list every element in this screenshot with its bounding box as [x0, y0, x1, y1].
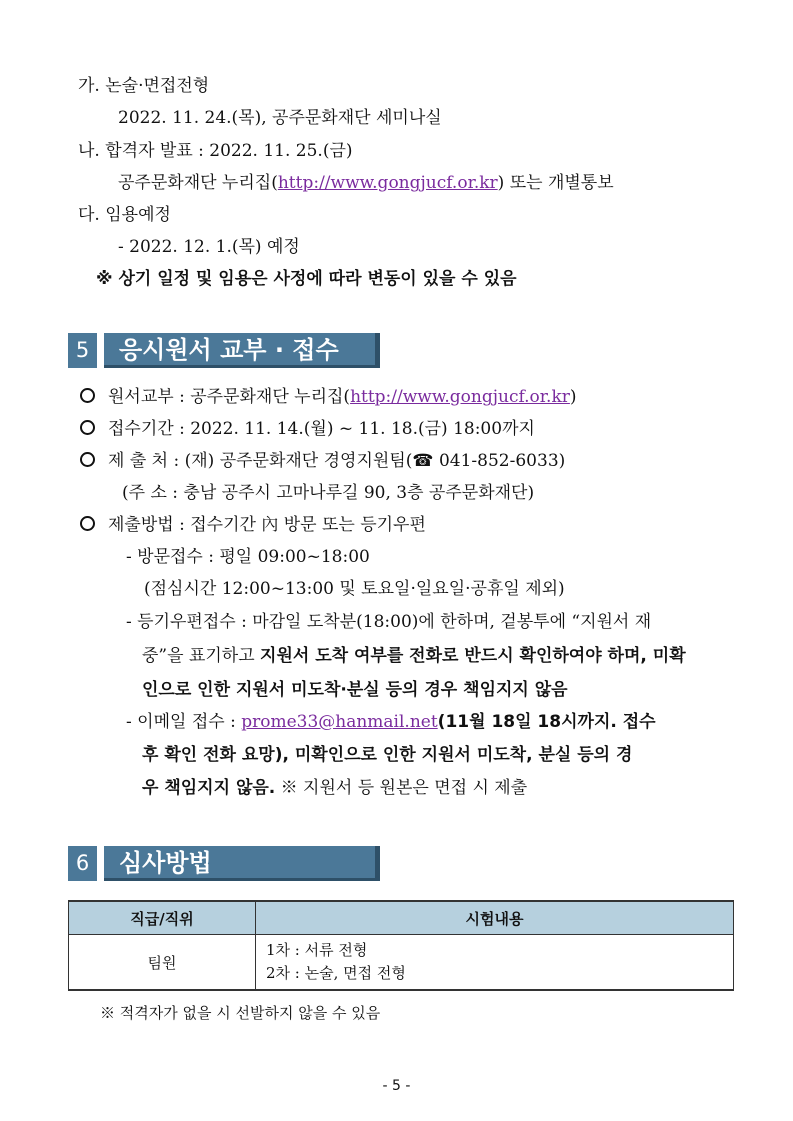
- table-row: [69, 935, 734, 991]
- schedule-item-c-detail: - 2022. 12. 1.(목) 예정: [118, 237, 300, 257]
- mail-submission-line-2: 중”을 표기하고 지원서 도착 여부를 전화로 반드시 확인하여야 하며, 미확: [142, 646, 686, 666]
- table-header: 시험내용: [256, 901, 734, 935]
- schedule-b-prefix: 공주문화재단 누리집(: [118, 173, 278, 193]
- circle-bullet-icon: [80, 388, 95, 403]
- page-number: - 5 -: [382, 1078, 411, 1094]
- homepage-link[interactable]: http://www.gongjucf.or.kr: [277, 173, 498, 193]
- schedule-b-suffix: ) 또는 개별통보: [497, 173, 614, 193]
- circle-bullet-icon: [80, 452, 95, 467]
- section-number: 5: [68, 333, 97, 368]
- section-title: 심사방법: [104, 846, 380, 881]
- submission-address: (주 소 : 충남 공주시 고마나루길 90, 3층 공주문화재단): [122, 483, 535, 503]
- mail-submission-line-3: 인으로 인한 지원서 미도착·분실 등의 경우 책임지지 않음: [142, 680, 568, 700]
- schedule-item-c-title: 다. 임용예정: [78, 205, 171, 225]
- table-header: 직급/직위: [69, 901, 256, 935]
- visit-submission: - 방문접수 : 평일 09:00~18:00: [126, 547, 370, 567]
- phone-icon: ☎: [412, 451, 434, 471]
- mail-submission-line-1: - 등기우편접수 : 마감일 도착분(18:00)에 한하며, 겉봉투에 “지원서 재: [126, 612, 652, 632]
- application-distribution: 원서교부 : 공주문화재단 누리집(http://www.gongjucf.or.kr): [80, 385, 577, 409]
- visit-submission-note: (점심시간 12:00~13:00 및 토요일·일요일·공휴일 제외): [144, 579, 565, 599]
- section-title: 응시원서 교부 · 접수: [104, 333, 380, 368]
- table-footnote: ※ 적격자가 없을 시 선발하지 않을 수 있음: [100, 1004, 381, 1022]
- schedule-item-a-detail: 2022. 11. 24.(목), 공주문화재단 세미나실: [118, 108, 442, 128]
- schedule-item-a-title: 가. 논술·면접전형: [78, 76, 210, 96]
- email-submission-line-3: 우 책임지지 않음. ※ 지원서 등 원본은 면접 시 제출: [142, 778, 528, 798]
- circle-bullet-icon: [80, 420, 95, 435]
- circle-bullet-icon: [80, 516, 95, 531]
- homepage-link[interactable]: http://www.gongjucf.or.kr: [350, 387, 570, 407]
- schedule-item-b-detail: [118, 171, 614, 195]
- application-period: 접수기간 : 2022. 11. 14.(월) ~ 11. 18.(금) 18:00까지: [80, 417, 535, 441]
- email-submission-line-1: - 이메일 접수 : prome33@hanmail.net(11월 18일 18시까지. 접수: [126, 712, 656, 732]
- schedule-notice: ※ 상기 일정 및 임용은 사정에 따라 변동이 있을 수 있음: [96, 269, 517, 289]
- table-cell-content: 1차 : 서류 전형 2차 : 논술, 면접 전형: [256, 935, 734, 991]
- submission-method: 제출방법 : 접수기간 內 방문 또는 등기우편: [80, 513, 426, 537]
- email-submission-line-2: 후 확인 전화 요망), 미확인으로 인한 지원서 미도착, 분실 등의 경: [142, 745, 633, 765]
- evaluation-table: [68, 900, 734, 991]
- table-cell-role: 팀원: [69, 935, 256, 991]
- email-link[interactable]: prome33@hanmail.net: [241, 712, 438, 732]
- section-number: 6: [68, 846, 97, 881]
- schedule-item-b-title: 나. 합격자 발표 : 2022. 11. 25.(금): [78, 141, 353, 161]
- submission-place: 제 출 처 : (재) 공주문화재단 경영지원팀(☎ 041-852-6033): [80, 449, 565, 473]
